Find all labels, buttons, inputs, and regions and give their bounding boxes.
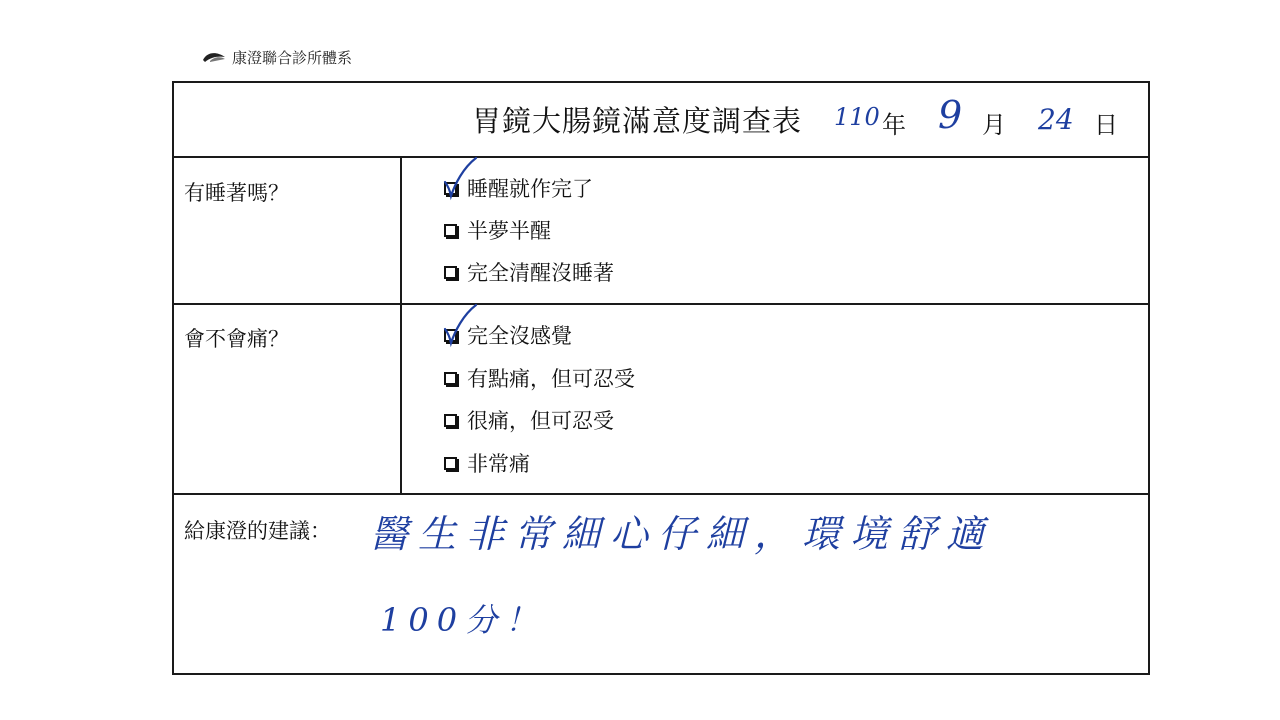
option-label: 完全沒感覺 (467, 324, 572, 348)
option-pain-mild[interactable] (444, 364, 635, 392)
question-pain-label: 會不會痛？ (184, 327, 289, 351)
form-title: 胃鏡大腸鏡滿意度調查表 (472, 104, 803, 138)
date-month-value: 9 (938, 93, 963, 137)
checkmark-icon (443, 303, 479, 347)
divider (174, 156, 1148, 158)
column-divider (400, 156, 402, 495)
checkbox-checked[interactable] (444, 182, 457, 195)
option-pain-strong[interactable] (444, 406, 614, 434)
date-month-unit: 月 (982, 111, 1006, 139)
option-label: 很痛，但可忍受 (467, 409, 614, 433)
date-year-value: 110 (834, 103, 880, 131)
suggestion-handwritten-line-1: 醫生非常細心仔細，環境舒適 (370, 512, 995, 556)
option-label: 睡醒就作完了 (467, 177, 593, 201)
checkbox-checked[interactable] (444, 329, 457, 342)
checkbox[interactable] (444, 457, 457, 470)
option-label: 非常痛 (467, 452, 530, 476)
option-pain-none[interactable] (444, 321, 572, 349)
survey-form (172, 81, 1150, 675)
checkbox[interactable] (444, 266, 457, 279)
leaf-logo-icon (202, 51, 226, 63)
option-label: 完全清醒沒睡著 (467, 261, 614, 285)
option-label: 有點痛，但可忍受 (467, 367, 635, 391)
checkbox[interactable] (444, 414, 457, 427)
checkbox[interactable] (444, 224, 457, 237)
option-pain-severe[interactable] (444, 449, 530, 477)
divider (174, 493, 1148, 495)
date-day-unit: 日 (1094, 111, 1118, 139)
question-sleep-label: 有睡著嗎？ (184, 181, 289, 205)
suggestion-handwritten-line-2: 100分！ (380, 601, 546, 639)
clinic-header (202, 46, 352, 68)
option-sleep-awake[interactable] (444, 258, 614, 286)
date-day-value: 24 (1038, 103, 1074, 136)
option-label: 半夢半醒 (467, 219, 551, 243)
divider (174, 303, 1148, 305)
suggestion-label: 給康澄的建議： (184, 519, 331, 543)
date-year-unit: 年 (882, 111, 906, 139)
checkbox[interactable] (444, 372, 457, 385)
option-sleep-half[interactable] (444, 216, 551, 244)
option-sleep-asleep[interactable] (444, 174, 593, 202)
clinic-name: 康澄聯合診所體系 (232, 48, 353, 67)
checkmark-icon (443, 156, 479, 200)
